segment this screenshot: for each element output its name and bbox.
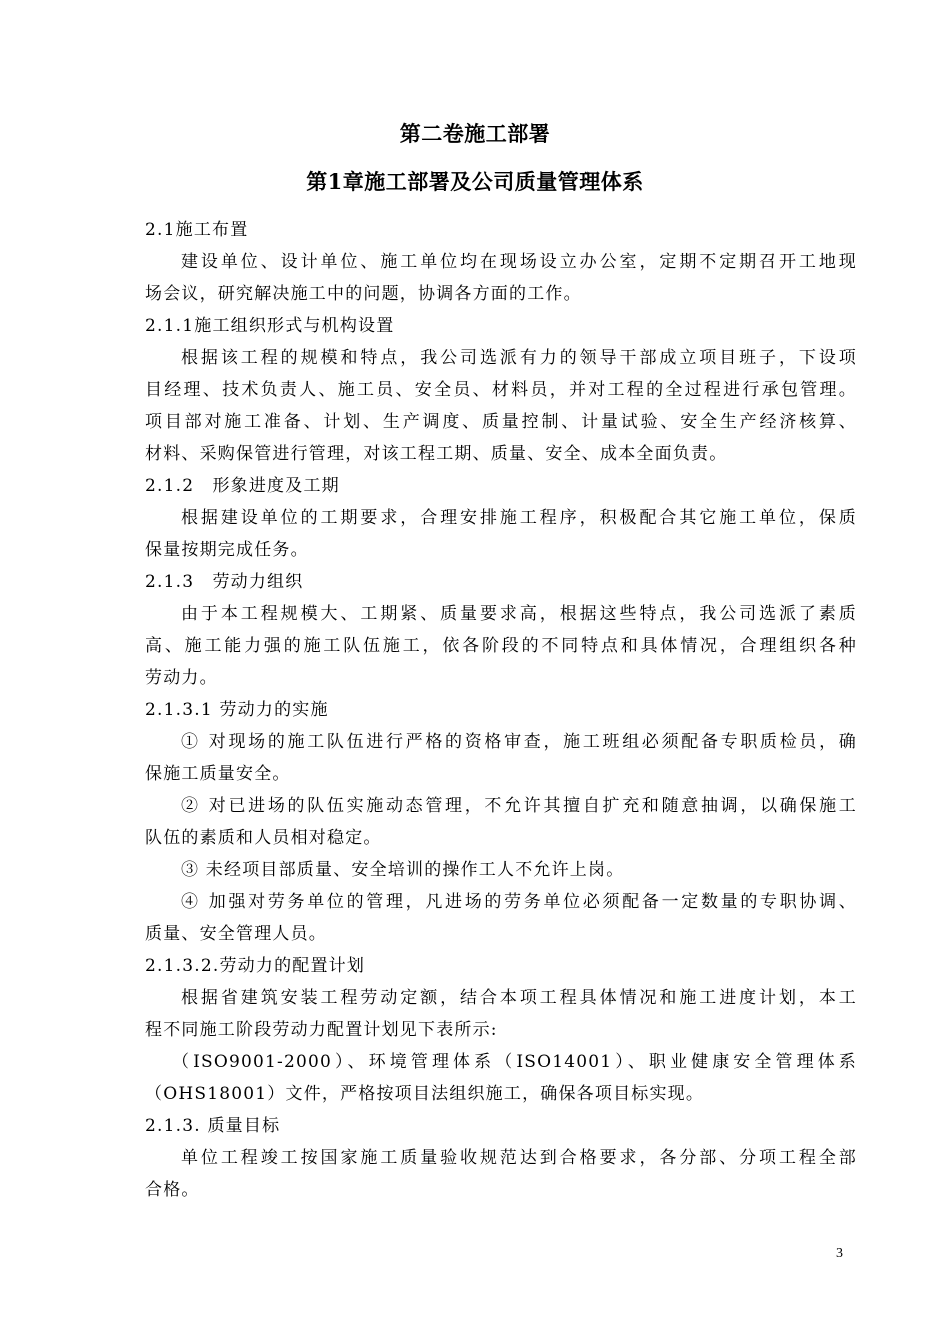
section-heading: 2.1.3.1 劳动力的实施 [145, 700, 329, 720]
volume-title: 第二卷施工部署 [399, 121, 551, 146]
section-heading: 2.1.2 形象进度及工期 [145, 476, 340, 496]
paragraph-line: 根据该工程的规模和特点，我公司选派有力的领导干部成立项目班子，下设项 [181, 348, 857, 368]
paragraph-line: 保量按期完成任务。 [145, 540, 309, 560]
list-item: ④ 加强对劳务单位的管理，凡进场的劳务单位必须配备一定数量的专职协调、 [181, 892, 857, 912]
paragraph-line: 根据省建筑安装工程劳动定额，结合本项工程具体情况和施工进度计划，本工 [181, 988, 857, 1008]
section-heading: 2.1.1施工组织形式与机构设置 [145, 316, 395, 336]
paragraph-line: 合格。 [145, 1180, 200, 1200]
paragraph-line: （ISO9001-2000）、环境管理体系（ISO14001）、职业健康安全管理体系 [172, 1052, 857, 1072]
section-heading: 2.1.3. 质量目标 [145, 1116, 281, 1136]
paragraph-line: 高、施工能力强的施工队伍施工，依各阶段的不同特点和具体情况，合理组织各种 [145, 636, 857, 656]
paragraph-line: （OHS18001）文件，严格按项目法组织施工，确保各项目标实现。 [145, 1084, 705, 1104]
paragraph-line: 材料、采购保管进行管理，对该工程工期、质量、安全、成本全面负责。 [145, 444, 728, 464]
section-heading: 2.1.3 劳动力组织 [145, 572, 304, 592]
list-item-continuation: 队伍的素质和人员相对稳定。 [145, 828, 382, 848]
paragraph-line: 程不同施工阶段劳动力配置计划见下表所示: [145, 1020, 498, 1040]
list-item: ③ 未经项目部质量、安全培训的操作工人不允许上岗。 [181, 860, 625, 880]
paragraph-line: 单位工程竣工按国家施工质量验收规范达到合格要求，各分部、分项工程全部 [181, 1148, 857, 1168]
paragraph-line: 项目部对施工准备、计划、生产调度、质量控制、计量试验、安全生产经济核算、 [145, 412, 857, 432]
paragraph-line: 由于本工程规模大、工期紧、质量要求高，根据这些特点，我公司选派了素质 [181, 604, 857, 624]
paragraph-line: 劳动力。 [145, 668, 218, 688]
chapter-title: 第1章施工部署及公司质量管理体系 [306, 169, 644, 194]
list-item: ② 对已进场的队伍实施动态管理，不允许其擅自扩充和随意抽调，以确保施工 [181, 796, 857, 816]
paragraph-line: 根据建设单位的工期要求，合理安排施工程序，积极配合其它施工单位，保质 [181, 508, 857, 528]
list-item: ① 对现场的施工队伍进行严格的资格审查，施工班组必须配备专职质检员，确 [181, 732, 857, 752]
page-number: 3 [836, 1246, 843, 1261]
paragraph-line: 目经理、技术负责人、施工员、安全员、材料员，并对工程的全过程进行承包管理。 [145, 380, 857, 400]
list-item-continuation: 质量、安全管理人员。 [145, 924, 327, 944]
section-heading: 2.1施工布置 [145, 220, 249, 240]
paragraph-line: 场会议，研究解决施工中的问题，协调各方面的工作。 [145, 284, 582, 304]
paragraph-line: 建设单位、设计单位、施工单位均在现场设立办公室，定期不定期召开工地现 [181, 252, 857, 272]
section-heading: 2.1.3.2.劳动力的配置计划 [145, 956, 366, 976]
list-item-continuation: 保施工质量安全。 [145, 764, 291, 784]
